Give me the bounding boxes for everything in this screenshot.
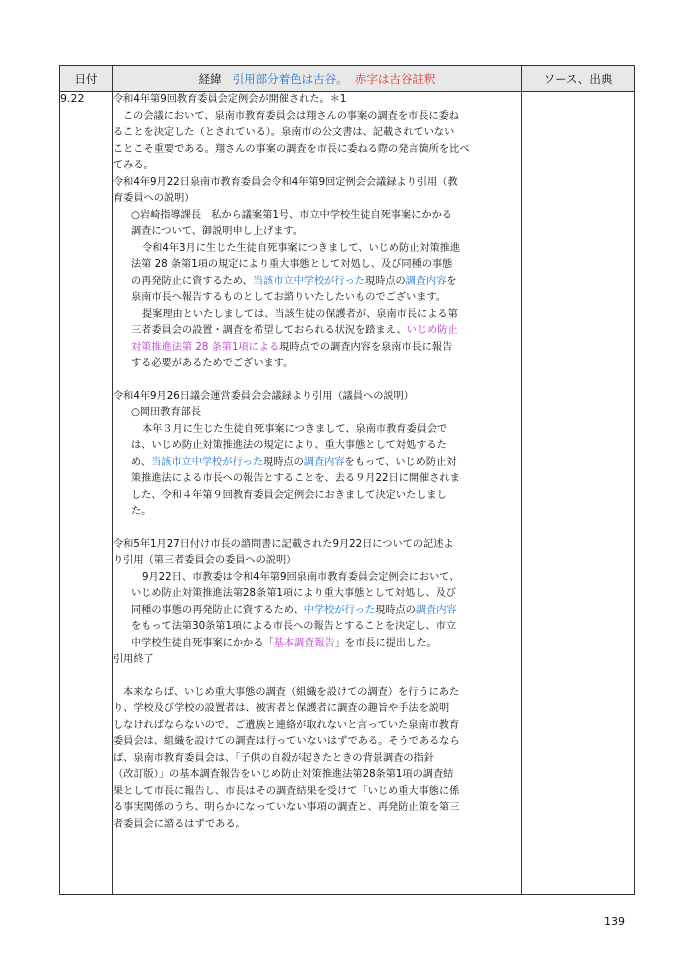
body-line: 本年３月に生じた生徒自死事案につきまして、泉南市教育委員会で [142,423,448,435]
body-line: 令和4年第9回教育委員会定例会が開催された。＊1 [113,94,347,105]
body-line: ば、泉南市教育委員会は、「子供の自殺が起きたときの背景調査の指針 [113,752,434,764]
body-line: （改訂版）」の基本調査報告をいじめ防止対策推進法第28条第1項の調査結 [113,769,454,780]
body-line: ことこそ重要である。翔さんの事案の調査を市長に委ねる際の発言箇所を比べ [113,143,470,155]
body-line: 泉南市長へ報告するものとしてお諮りいたしたいものでございます。 [131,292,446,303]
body-line: 令和4年3月に生じた生徒自死事案につきまして、いじめ防止対策推進 [142,242,461,254]
body-line: 本来ならば、いじめ重大事態の調査（組織を設けての調査）を行うにあた [123,686,460,698]
header-progress [113,66,522,92]
table-header-row [60,66,635,92]
body-line: ○岡田教育部長 [131,407,202,418]
body-line: をもって法第30条第1項による市長への報告とすることを決定し、市立 [131,621,457,632]
body-line: する必要があるためでございます。 [131,358,294,369]
body-line: 法第 28 条第1項の規定により重大事態として対処し、及び同種の事態 [131,259,453,270]
body-line: り、学校及び学校の設置者は、被害者と保護者に調査の趣旨や手法を説明 [113,703,450,714]
body-line: る事実関係のうち、明らかになっていない事項の調査と、再発防止策を第三 [113,802,460,813]
body-line: てみる。 [113,160,154,171]
row-date: 9.22 [60,92,113,895]
body-line: 調査について、御説明申し上げます。 [131,226,303,237]
body-line: 提案理由といたしましては、当該生徒の保護者が、泉南市長による第 [142,308,458,320]
body-line: 対策推進法第 28 条第1項による現時点での調査内容を泉南市長に報告 [131,341,453,353]
body-line: 令和4年9月26日議会運営委員会会議録より引用（議員への説明） [113,390,414,402]
body-line: 中学校生徒自死事案にかかる「基本調査報告」を市長に提出した。 [131,637,437,649]
body-line: ○岩崎指導課長 私から議案第1号、市立中学校生徒自死事案にかかる [131,209,452,221]
table-row [60,92,635,895]
body-line: 同種の事態の再発防止に資するため、中学校が行った現時点の調査内容 [131,604,457,616]
body-line: 9月22日、市教委は令和4年第9回泉南市教育委員会定例会において、 [142,571,460,583]
header-blue-note: 引用部分着色は古谷。 [232,71,348,86]
body-line: いじめ防止対策推進法第28条第1項により重大事態として対処し、及び [131,588,457,599]
body-line: した、令和４年第９回教育委員会定例会におきまして決定いたしまし [131,489,447,501]
chronology-table [59,65,635,895]
body-line: この会議において、泉南市教育委員会は翔さんの事案の調査を市長に委ね [123,110,459,122]
body-line: 令和4年9月22日泉南市教育委員会令和4年第9回定例会会議録より引用（教 [113,176,458,188]
body-line: め、当該市立中学校が行った現時点の調査内容をもって、いじめ防止対 [131,456,457,468]
body-line: 策推進法による市長への報告とすることを、去る９月22日に開催されま [131,473,460,484]
body-line: の再発防止に資するため、当該市立中学校が行った現時点の調査内容を [131,275,457,287]
row-body [113,92,522,895]
header-red-note: 赤字は古谷註釈 [354,71,436,86]
body-line: 三者委員会の設置・調査を希望しておられる状況を踏まえ、いじめ防止 [131,325,458,336]
header-progress-label: 経緯 [198,71,222,86]
row-source [522,92,635,895]
page-number: 139 [604,915,625,928]
header-source: ソース、出典 [522,66,635,92]
body-line: 者委員会に諮るはずである。 [113,818,246,830]
body-line: 令和5年1月27日付け市長の諮問書に記載された9月22日についての記述よ [113,538,454,550]
header-date: 日付 [60,66,113,92]
body-line: は、いじめ防止対策推進法の規定により、重大事態として対処するた [131,440,447,451]
body-line: ることを決定した（とされている）。泉南市の公文書は、記載されていない [113,127,455,138]
body-line: 引用終了 [113,654,154,665]
body-line: た。 [131,506,152,517]
body-line: しなければならないので、ご遺族と連絡が取れないと言っていた泉南市教育 [113,719,460,731]
body-line: り引用（第三者委員会の委員への説明） [113,555,297,566]
body-line: 果として市長に報告し、市長はその調査結果を受けて「いじめ重大事態に係 [113,785,460,797]
body-line: 委員会は、組織を設けての調査は行っていないはずである。そうであるなら [113,736,460,747]
body-line: 育委員への説明） [113,193,195,204]
